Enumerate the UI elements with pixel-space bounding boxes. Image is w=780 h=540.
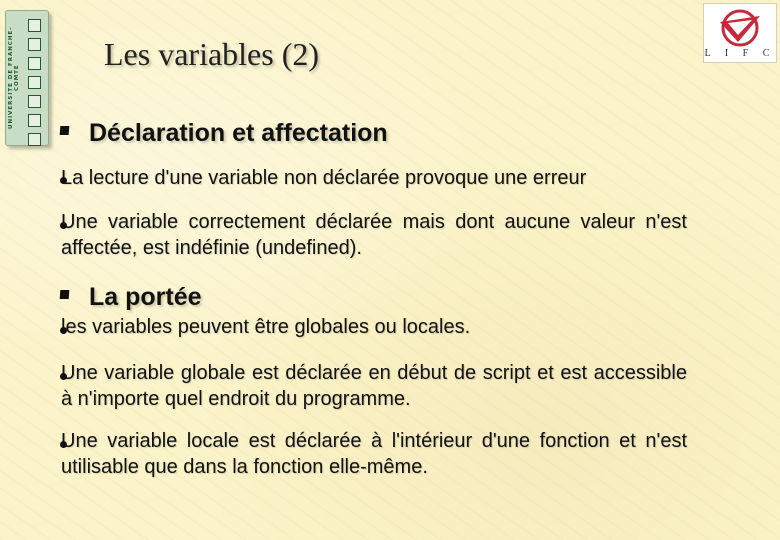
section-title: La portée (89, 283, 202, 311)
bullet-text: Une variable correctement déclarée mais dont aucune valeur n'est affectée, est indéfinie (undefined). (61, 211, 687, 259)
university-logo (5, 10, 49, 146)
lifc-logo (703, 3, 777, 63)
square-bullet-icon (60, 126, 70, 135)
slide-title: Les variables (2) (104, 36, 320, 72)
section-title: Déclaration et affectation (89, 119, 388, 147)
bullet-text: Une variable locale est déclarée à l'intérieur d'une fonction et n'est utilisable que dans la fonction elle-même. (61, 430, 687, 478)
university-logo-text: UNIVERSITE DE FRANCHE-COMTE (8, 26, 20, 130)
university-logo-icons (28, 19, 44, 152)
bullet-text: les variables peuvent être globales ou locales. (61, 316, 471, 338)
bullet-text: Une variable globale est déclarée en début de script et est accessible à n'importe quel endroit du programme. (61, 362, 687, 410)
lifc-logo-text: L I F C (704, 48, 776, 59)
lifc-emblem-icon (714, 8, 766, 48)
bullet-text: La lecture d'une variable non déclarée provoque une erreur (61, 167, 587, 189)
square-bullet-icon (60, 290, 70, 299)
